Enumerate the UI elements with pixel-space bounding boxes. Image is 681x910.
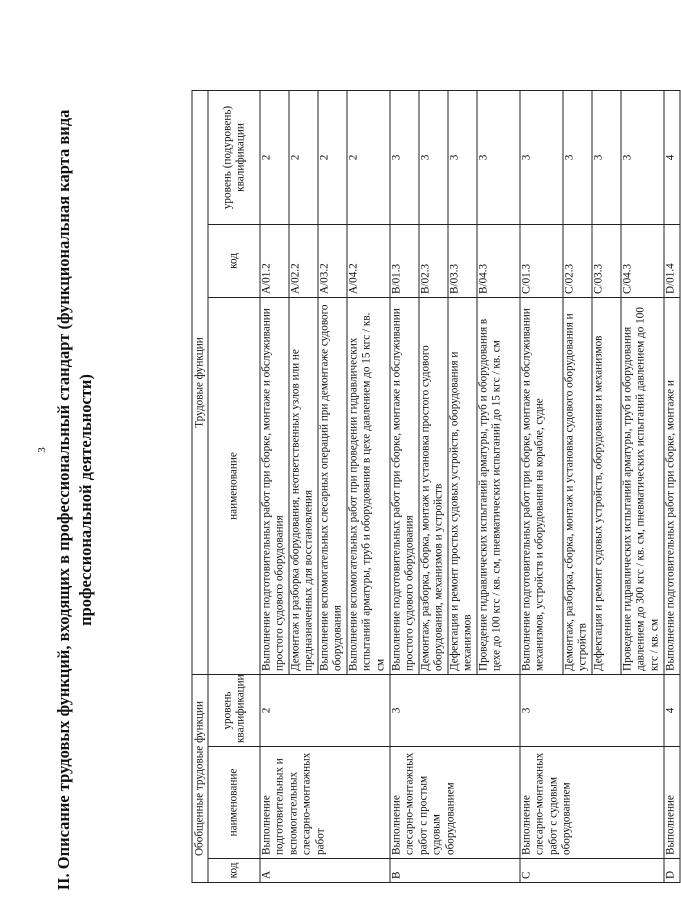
function-level: 3 (520, 91, 563, 225)
table-row (260, 91, 289, 883)
function-level: 3 (563, 91, 592, 225)
function-name: Дефектация и ремонт простых судовых устройств, оборудования и механизмов (448, 298, 477, 675)
function-code: A/02.2 (289, 225, 318, 298)
function-code: B/03.3 (448, 225, 477, 298)
function-name: Демонтаж, разборка, сборка, монтаж и установка простого судового оборудования, механизмов и устройств (419, 298, 448, 675)
section-heading: II. Описание трудовых функций, входящих в профессиональный стандарт (функциональная карта вида профессиональной деятельности) (54, 109, 95, 891)
function-name: Дефектация и ремонт судовых устройств, оборудования и механизмов (592, 298, 621, 675)
function-name: Выполнение подготовительных работ при сборке, монтаже и (664, 298, 680, 675)
function-code: B/02.3 (419, 225, 448, 298)
function-name: Демонтаж и разборка оборудования, неответственных узлов или не предназначенных для восстановления (289, 298, 318, 675)
function-name: Проведение гидравлических испытаний арматуры, труб и оборудования в цехе до 100 кгс / кв. см, пневматических испытаний до 15 кгс / кв. см (477, 298, 520, 675)
function-level: 3 (448, 91, 477, 225)
function-code: B/04.3 (477, 225, 520, 298)
function-name: Выполнение вспомогательных слесарных операций при демонтаже судового оборудования (318, 298, 347, 675)
function-code: C/03.3 (592, 225, 621, 298)
function-level: 4 (664, 91, 680, 225)
function-code: A/03.2 (318, 225, 347, 298)
function-name: Проведение гидравлических испытаний арматуры, труб и оборудования давлением до 300 кгс / кв. см, пневматических испытаний давлением до 100 кгс / кв. см (621, 298, 664, 675)
function-level: 3 (390, 91, 419, 225)
group-level: 2 (260, 675, 390, 747)
group-name: Выполнение (664, 747, 680, 859)
function-level: 3 (621, 91, 664, 225)
function-name: Выполнение подготовительных работ при сборке, монтаже и обслуживании механизмов, устройств и оборудования на корабле, судне (520, 298, 563, 675)
function-name: Выполнение подготовительных работ при сборке, монтаже и обслуживании простого судового оборудования (390, 298, 419, 675)
functional-map-table (192, 90, 681, 883)
table-row (390, 91, 419, 883)
function-level: 3 (592, 91, 621, 225)
header-generalized-functions: Обобщенные трудовые функции (192, 675, 208, 883)
function-code: B/01.3 (390, 225, 419, 298)
function-name: Демонтаж, разборка, сборка, монтаж и установка судового оборудования и устройств (563, 298, 592, 675)
group-code: C (520, 859, 664, 883)
group-code: A (260, 859, 390, 883)
group-level: 4 (664, 675, 680, 747)
group-level: 3 (390, 675, 520, 747)
function-level: 2 (318, 91, 347, 225)
group-name: Выполнение слесарно-монтажных работ с судовым оборудованием (520, 747, 664, 859)
function-level: 3 (419, 91, 448, 225)
group-level: 3 (520, 675, 664, 747)
header-level: уровень квалификации (208, 675, 260, 747)
header-code: код (208, 859, 260, 883)
header-labor-functions: Трудовые функции (192, 91, 208, 675)
function-code: C/01.3 (520, 225, 563, 298)
header-sublevel: уровень (подуровень) квалификации (208, 91, 260, 225)
function-name: Выполнение вспомогательных работ при проведении гидравлических испытаний арматуры, труб и оборудования в цехе давлением до 15 кгс / кв. см (347, 298, 390, 675)
group-name: Выполнение слесарно-монтажных работ с простым судовым оборудованием (390, 747, 520, 859)
rotated-table-container (192, 91, 677, 883)
group-name: Выполнение подготовительных и вспомогательных слесарно-монтажных работ (260, 747, 390, 859)
function-code: C/04.3 (621, 225, 664, 298)
page-number: 3 (36, 447, 48, 453)
table-row (664, 91, 680, 883)
function-code: A/04.2 (347, 225, 390, 298)
function-level: 2 (260, 91, 289, 225)
header-name: наименование (208, 747, 260, 859)
function-name: Выполнение подготовительных работ при сборке, монтаже и обслуживании простого судового оборудования (260, 298, 289, 675)
table-row (520, 91, 563, 883)
function-level: 2 (289, 91, 318, 225)
function-code: A/01.2 (260, 225, 289, 298)
group-code: D (664, 859, 680, 883)
function-code: D/01.4 (664, 225, 680, 298)
function-code: C/02.3 (563, 225, 592, 298)
group-code: B (390, 859, 520, 883)
header-function-code: код (208, 225, 260, 298)
function-level: 2 (347, 91, 390, 225)
function-level: 3 (477, 91, 520, 225)
header-function-name: наименование (208, 298, 260, 675)
